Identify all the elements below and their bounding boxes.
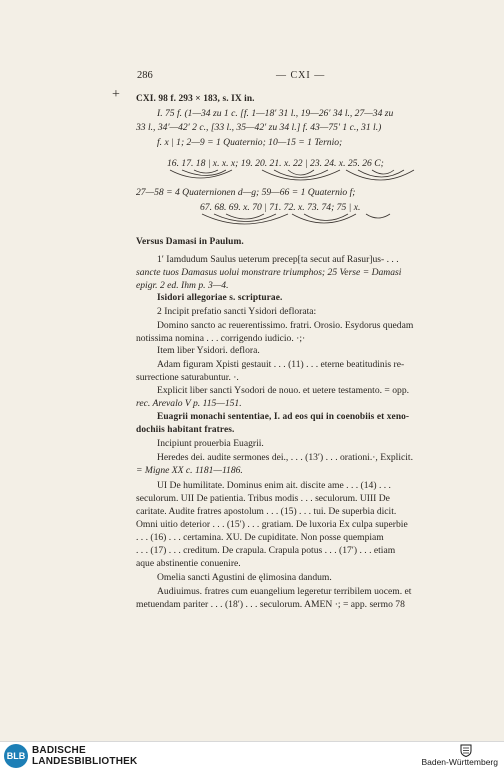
- entry-line: epigr. 2 ed. Ihm p. 3—4.: [136, 280, 229, 291]
- collation-line: 33 l., 34′—42′ 2 c., [33 l., 35—42′ zu 34 l.] f. 43—75′ 1 c., 31 l.): [136, 122, 382, 133]
- entry-line: Heredes dei. audite sermones dei., . . . (13′) . . . orationi.·, Explicit.: [157, 452, 413, 463]
- entry-line: Audiuimus. fratres cum euangelium legeretur terribilem uocem. et: [157, 586, 412, 597]
- entry-line: . . . (16) . . . certamina. XU. De cupiditate. Non posse quempiam: [136, 532, 384, 543]
- library-name[interactable]: BADISCHE LANDESBIBLIOTHEK: [32, 745, 138, 767]
- entry-line: sancte tuos Damasus uolui monstrare triumphos; 25 Verse = Damasi: [136, 267, 402, 278]
- region-name: Baden-Württemberg: [421, 757, 498, 767]
- entry-line: Omelia sancti Agustini de ęlimosina dandum.: [157, 572, 332, 583]
- entry-line: Incipiunt prouerbia Euagrii.: [157, 438, 264, 449]
- section-heading: dochiis habitant fratres.: [136, 425, 235, 435]
- entry-line: surrectione saturabuntur. ·.: [136, 372, 239, 383]
- state-crest-icon: [460, 744, 472, 757]
- entry-line: Adam figuram Xpisti gestauit . . . (11) . . . eterne beatitudinis re-: [157, 359, 405, 370]
- entry-line: UI De humilitate. Dominus enim ait. discite ame . . . (14) . . .: [157, 480, 391, 491]
- collation-line: 16. 17. 18 | x. x. x; 19. 20. 21. x. 22 | 23. 24. x. 25. 26 C;: [167, 158, 384, 169]
- section-heading: Isidori allegoriae s. scripturae.: [157, 293, 283, 303]
- entry-line: notissima nomina . . . corrigendo iudicio. ·;·: [136, 333, 306, 344]
- section-heading: Euagrii monachi sententiae, I. ad eos qui in coenobiis et xeno-: [157, 412, 410, 422]
- collation-line: 67. 68. 69. x. 70 | 71. 72. x. 73. 74; 75 | x.: [200, 202, 361, 213]
- manuscript-description: CXI. 98 f. 293 × 183, s. IX in.: [136, 94, 255, 104]
- entry-line: Item liber Ysidori. deflora.: [157, 345, 260, 356]
- margin-cross-mark: +: [112, 87, 120, 102]
- collation-line: I. 75 f. (1—34 zu 1 c. [f. 1—18′ 31 l., 19—26′ 34 l., 27—34 zu: [157, 108, 394, 119]
- entry-line: aque abstinentie conuenire.: [136, 558, 241, 569]
- section-heading: Versus Damasi in Paulum.: [136, 237, 244, 247]
- entry-line: caritate. Audite fratres apostolum . . . (15) . . . tui. De superbia dicit.: [136, 506, 397, 517]
- entry-line: seculorum. UII De patientia. Tribus modis . . . seculorum. UIII De: [136, 493, 390, 504]
- entry-line: Omni uitio deterior . . . (15′) . . . gratiam. De luxoria Ex culpa superbie: [136, 519, 408, 530]
- entry-line: Domino sancto ac reuerentissimo. fratri. Orosio. Esydorus quedam: [157, 320, 414, 331]
- collation-line: 27—58 = 4 Quaternionen d—g; 59—66 = 1 Quaternio f;: [136, 187, 356, 198]
- entry-line: metuendam pariter . . . (18′) . . . seculorum. AMEN ·; = app. sermo 78: [136, 599, 405, 610]
- library-footer: [0, 741, 504, 770]
- page-number: 286: [137, 70, 153, 81]
- entry-line: 1′ Iamdudum Saulus ueterum precep[ta secut auf Rasur]us- . . .: [157, 254, 399, 265]
- entry-line: 2 Incipit prefatio sancti Ysidori deflorata:: [157, 306, 317, 317]
- running-head: — CXI —: [276, 70, 326, 81]
- entry-line: rec. Arevalo V p. 115—151.: [136, 398, 242, 409]
- entry-line: . . . (17) . . . creditum. De crapula. Crapula potus . . . (17′) . . . etiam: [136, 545, 396, 556]
- entry-line: Explicit liber sancti Ysodori de nouo. et uetere testamento. = opp.: [157, 385, 410, 396]
- collation-line: f. x | 1; 2—9 = 1 Quaternio; 10—15 = 1 Ternio;: [157, 137, 343, 148]
- entry-line: = Migne XX c. 1181—1186.: [136, 465, 243, 476]
- blb-logo-icon[interactable]: BLB: [4, 744, 28, 768]
